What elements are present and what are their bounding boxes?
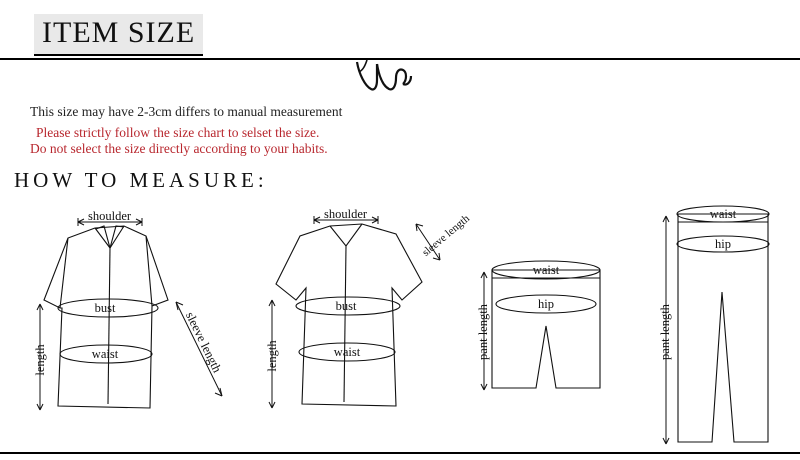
page-title-wrap [34, 14, 203, 56]
label-waist-2: waist [333, 345, 361, 359]
label-sleeve-length-1: sleeve length [182, 309, 225, 375]
measurement-note-3: Do not select the size directly according to your habits. [30, 141, 328, 156]
footer-divider [0, 452, 800, 454]
figures-row [0, 196, 800, 446]
label-pant-length-4: pant length [658, 304, 672, 360]
label-shoulder-1: shoulder [88, 209, 132, 223]
label-waist-4: waist [709, 207, 737, 221]
label-sleeve-length-2: sleeve length [420, 212, 473, 259]
label-waist-3: waist [532, 263, 560, 277]
label-hip-3: hip [538, 297, 554, 311]
page-title: ITEM SIZE [34, 14, 203, 56]
label-shoulder-2: shoulder [324, 207, 368, 221]
figure-shorts [481, 261, 600, 390]
measurement-note-2: Please strictly follow the size chart to selset the size. [36, 125, 320, 140]
label-length-2: length [265, 340, 279, 372]
label-bust-2: bust [335, 299, 357, 313]
section-title: HOW TO MEASURE: [14, 168, 268, 192]
label-bust-1: bust [94, 301, 116, 315]
label-pant-length-3: pant length [476, 304, 490, 360]
label-waist-1: waist [91, 347, 119, 361]
label-length-1: length [33, 344, 47, 376]
brand-monogram-icon [349, 58, 419, 94]
label-hip-4: hip [715, 237, 731, 251]
measurement-note-1: This size may have 2-3cm differs to manual measurement [30, 104, 343, 119]
